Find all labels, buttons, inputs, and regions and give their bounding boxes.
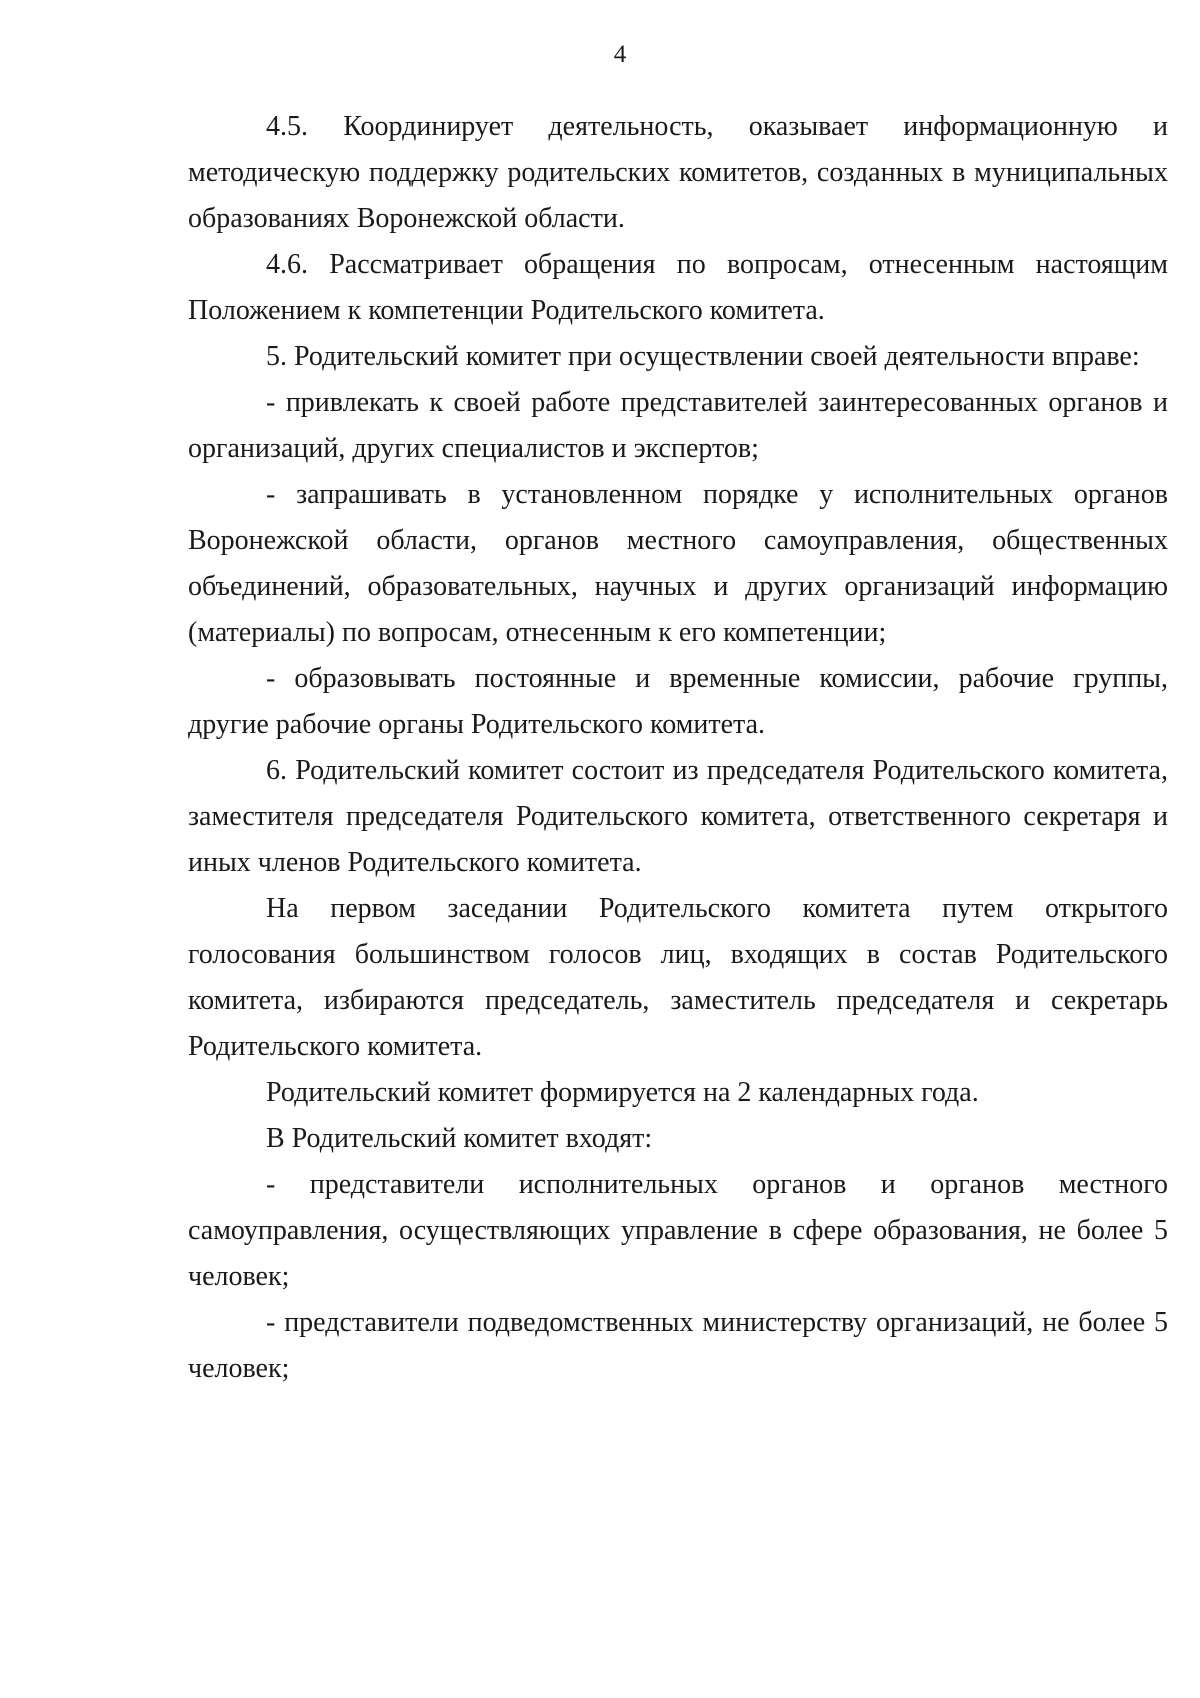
list-item-request-information: - запрашивать в установленном порядке у исполнительных органов Воронежской области, органов местного самоуправления, общественных объединений, образовательных, научных и других организаций информацию (материалы) по вопросам, отнесенным к его компетенции; (188, 479, 1168, 648)
page-number: 4 (613, 41, 627, 68)
list-item-subordinate-orgs: - представители подведомственных министерству организаций, не более 5 человек; (188, 1307, 1168, 1384)
paragraph-6: 6. Родительский комитет состоит из председателя Родительского комитета, заместителя председателя Родительского комитета, ответственного секретаря и иных членов Родительского комитета. (188, 755, 1168, 878)
paragraph-4-6: 4.6. Рассматривает обращения по вопросам, отнесенным настоящим Положением к компетенции Родительского комитета. (188, 249, 1168, 326)
paragraph-4-5: 4.5. Координирует деятельность, оказывает информационную и методическую поддержку родительских комитетов, созданных в муниципальных образованиях Воронежской области. (188, 111, 1168, 234)
paragraph-members-intro: В Родительский комитет входят: (266, 1123, 653, 1154)
list-item-form-commissions: - образовывать постоянные и временные комиссии, рабочие группы, другие рабочие органы Родительского комитета. (188, 663, 1168, 740)
paragraph-first-meeting: На первом заседании Родительского комитета путем открытого голосования большинством голосов лиц, входящих в состав Родительского комитета, избираются председатель, заместитель председателя и секретарь Родительского комитета. (188, 893, 1168, 1062)
list-item-attract-experts: - привлекать к своей работе представителей заинтересованных органов и организаций, других специалистов и экспертов; (188, 387, 1168, 464)
list-item-government-reps: - представители исполнительных органов и органов местного самоуправления, осуществляющих управление в сфере образования, не более 5 человек; (188, 1169, 1168, 1292)
paragraph-term: Родительский комитет формируется на 2 календарных года. (266, 1077, 979, 1108)
paragraph-5: 5. Родительский комитет при осуществлении своей деятельности вправе: (266, 341, 1140, 372)
document-body (188, 104, 1168, 1392)
